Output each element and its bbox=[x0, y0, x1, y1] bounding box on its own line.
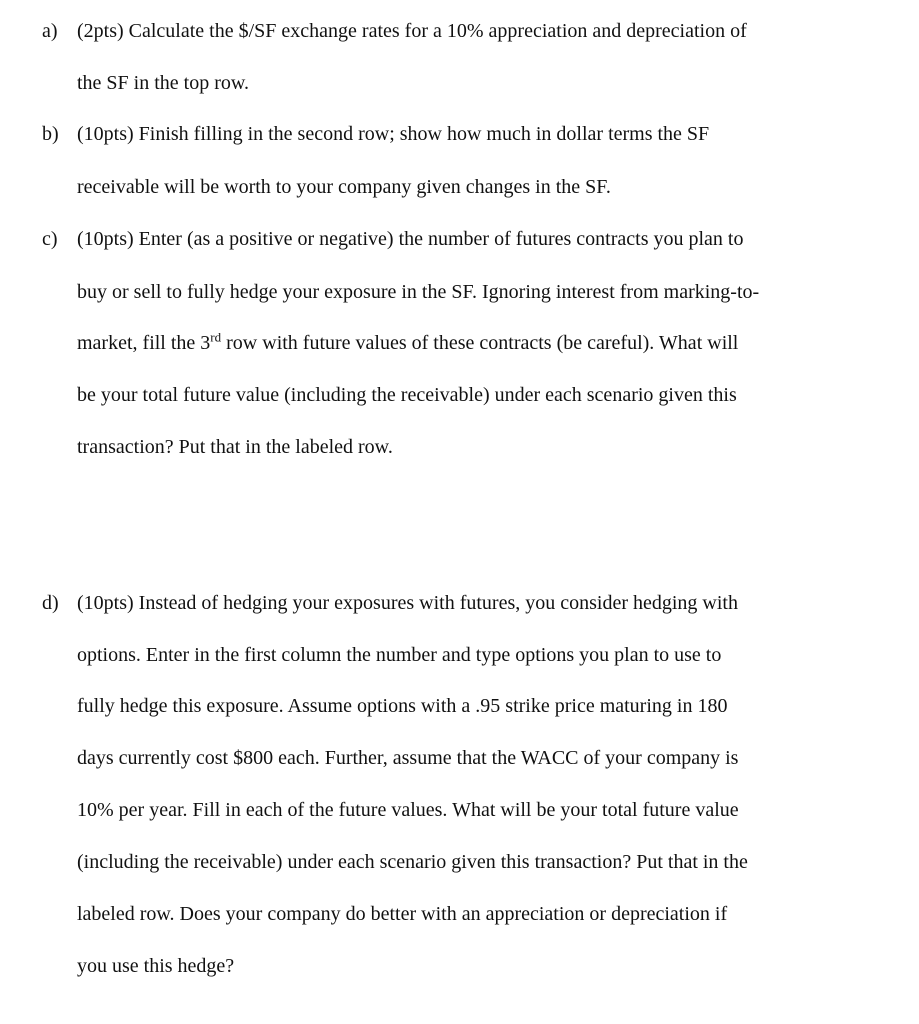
question-a-marker: a) bbox=[42, 20, 58, 42]
question-d-line-3: fully hedge this exposure. Assume options with a .95 strike price maturing in 180 bbox=[77, 695, 728, 717]
question-b-line-1: (10pts) Finish filling in the second row; show how much in dollar terms the SF bbox=[77, 123, 710, 145]
question-d-line-8: you use this hedge? bbox=[77, 955, 235, 977]
question-c-marker: c) bbox=[42, 228, 58, 250]
question-b-marker: b) bbox=[42, 123, 59, 145]
question-d-line-2: options. Enter in the first column the number and type options you plan to use to bbox=[77, 644, 722, 666]
question-d-line-1: (10pts) Instead of hedging your exposures with futures, you consider hedging with bbox=[77, 592, 738, 614]
question-d-line-5: 10% per year. Fill in each of the future values. What will be your total future value bbox=[77, 799, 739, 821]
question-d-marker: d) bbox=[42, 592, 59, 614]
question-d-line-6: (including the receivable) under each scenario given this transaction? Put that in the bbox=[77, 851, 748, 873]
question-a-line-2: the SF in the top row. bbox=[77, 72, 250, 94]
question-c-line-2: buy or sell to fully hedge your exposure in the SF. Ignoring interest from marking-to- bbox=[77, 281, 760, 303]
question-c-line-3-after: row with future values of these contracts (be careful). What will bbox=[221, 332, 739, 354]
question-c-line-1: (10pts) Enter (as a positive or negative) the number of futures contracts you plan to bbox=[77, 228, 744, 250]
question-d-line-7: labeled row. Does your company do better with an appreciation or depreciation if bbox=[77, 903, 728, 925]
ordinal-superscript: rd bbox=[210, 329, 222, 345]
question-c-line-3 bbox=[77, 331, 738, 355]
question-c-line-4: be your total future value (including the receivable) under each scenario given this bbox=[77, 384, 737, 406]
question-d-line-4: days currently cost $800 each. Further, assume that the WACC of your company is bbox=[77, 747, 739, 769]
question-a-line-1: (2pts) Calculate the $/SF exchange rates for a 10% appreciation and depreciation of bbox=[77, 20, 747, 42]
question-b-line-2: receivable will be worth to your company given changes in the SF. bbox=[77, 176, 611, 198]
question-c-line-3-before: market, fill the 3 bbox=[77, 332, 211, 354]
question-c-line-5: transaction? Put that in the labeled row. bbox=[77, 436, 393, 458]
